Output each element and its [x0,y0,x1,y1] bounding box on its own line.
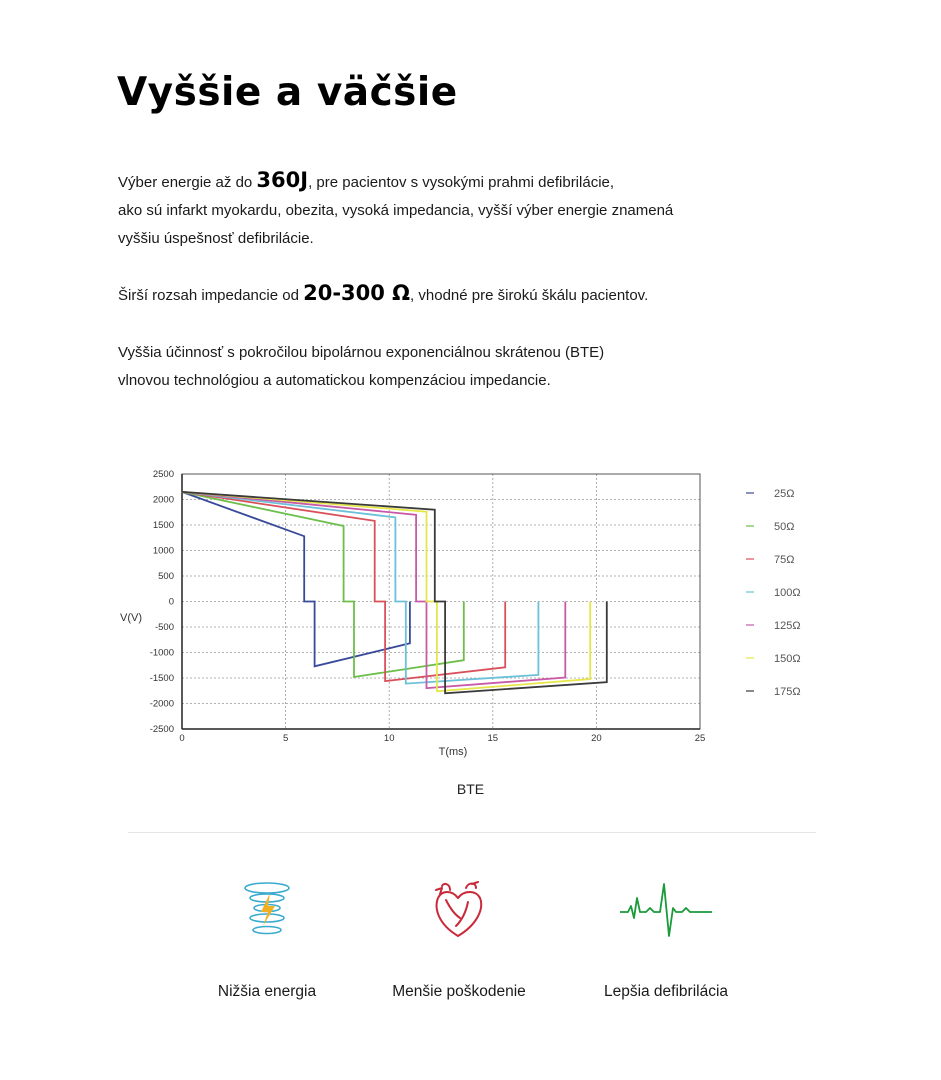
feature-lower-energy [157,870,377,1001]
y-tick-label: -2000 [149,698,174,710]
legend-label: 100Ω [774,587,801,599]
x-tick-label: 10 [383,733,395,744]
series-line [182,492,464,677]
impedance-highlight: 20-300 Ω [303,281,411,305]
y-tick-label: 2000 [152,494,174,506]
energy-coil-icon [157,870,377,950]
y-tick-label: 2500 [152,469,174,480]
series-line [182,492,590,691]
x-tick-label: 0 [179,733,185,744]
energy-text-line3: vyššiu úspešnosť defibrilácie. [118,230,314,247]
feature-label: Lepšia defibrilácia [603,983,729,1000]
energy-text-pre: Výber energie až do [118,174,257,191]
x-tick-label: 5 [282,733,289,744]
x-tick-label: 25 [694,733,706,744]
legend-label: 75Ω [774,554,795,566]
y-tick-label: 0 [168,596,174,608]
x-tick-label: 15 [487,733,499,744]
legend-label: 125Ω [774,620,801,632]
legend-label: 175Ω [774,686,801,698]
legend-label: 50Ω [774,521,795,533]
bte-waveform-chart [110,460,830,770]
feature-less-damage [349,870,569,1001]
y-axis-label: V(V) [120,611,142,624]
impedance-text-post: , vhodné pre širokú škálu pacientov. [410,287,649,304]
x-tick-label: 20 [591,733,602,744]
ecg-pulse-icon [556,870,776,950]
section-divider [128,832,816,833]
feature-better-defibrillation [556,870,776,1001]
energy-highlight: 360J [256,168,309,192]
y-tick-label: -500 [154,622,174,633]
y-tick-label: 1500 [152,520,174,531]
efficiency-text-line2: vlnovou technológiou a automatickou kompenzáciou impedancie. [118,372,551,389]
x-axis-label: T(ms) [438,746,468,758]
heart-icon [349,870,569,950]
chart-caption: BTE [456,781,485,797]
series-line [182,492,607,693]
impedance-text-pre: Širší rozsah impedancie od [118,287,304,304]
energy-text-post: , pre pacientov s vysokými prahmi defibrilácie, [308,174,615,191]
page-title: Vyššie a väčšie [117,70,458,115]
efficiency-text-line1: Vyššia účinnosť s pokročilou bipolárnou exponenciálnou skrátenou (BTE) [118,344,605,361]
chart-svg [110,460,830,770]
y-tick-label: 500 [158,571,174,582]
feature-label: Menšie poškodenie [392,983,526,1000]
series-line [182,492,410,666]
legend-label: 150Ω [774,653,801,665]
efficiency-paragraph [118,339,838,395]
energy-paragraph [118,166,838,253]
y-tick-label: 1000 [152,545,174,557]
y-tick-label: -2500 [149,724,174,735]
feature-label: Nižšia energia [217,983,317,1000]
energy-text-line2: ako sú infarkt myokardu, obezita, vysoká impedancia, vyšší výber energie znamená [118,202,674,219]
y-tick-label: -1000 [149,647,174,659]
impedance-paragraph [118,279,838,310]
y-tick-label: -1500 [149,673,174,684]
legend-label: 25Ω [774,488,795,500]
